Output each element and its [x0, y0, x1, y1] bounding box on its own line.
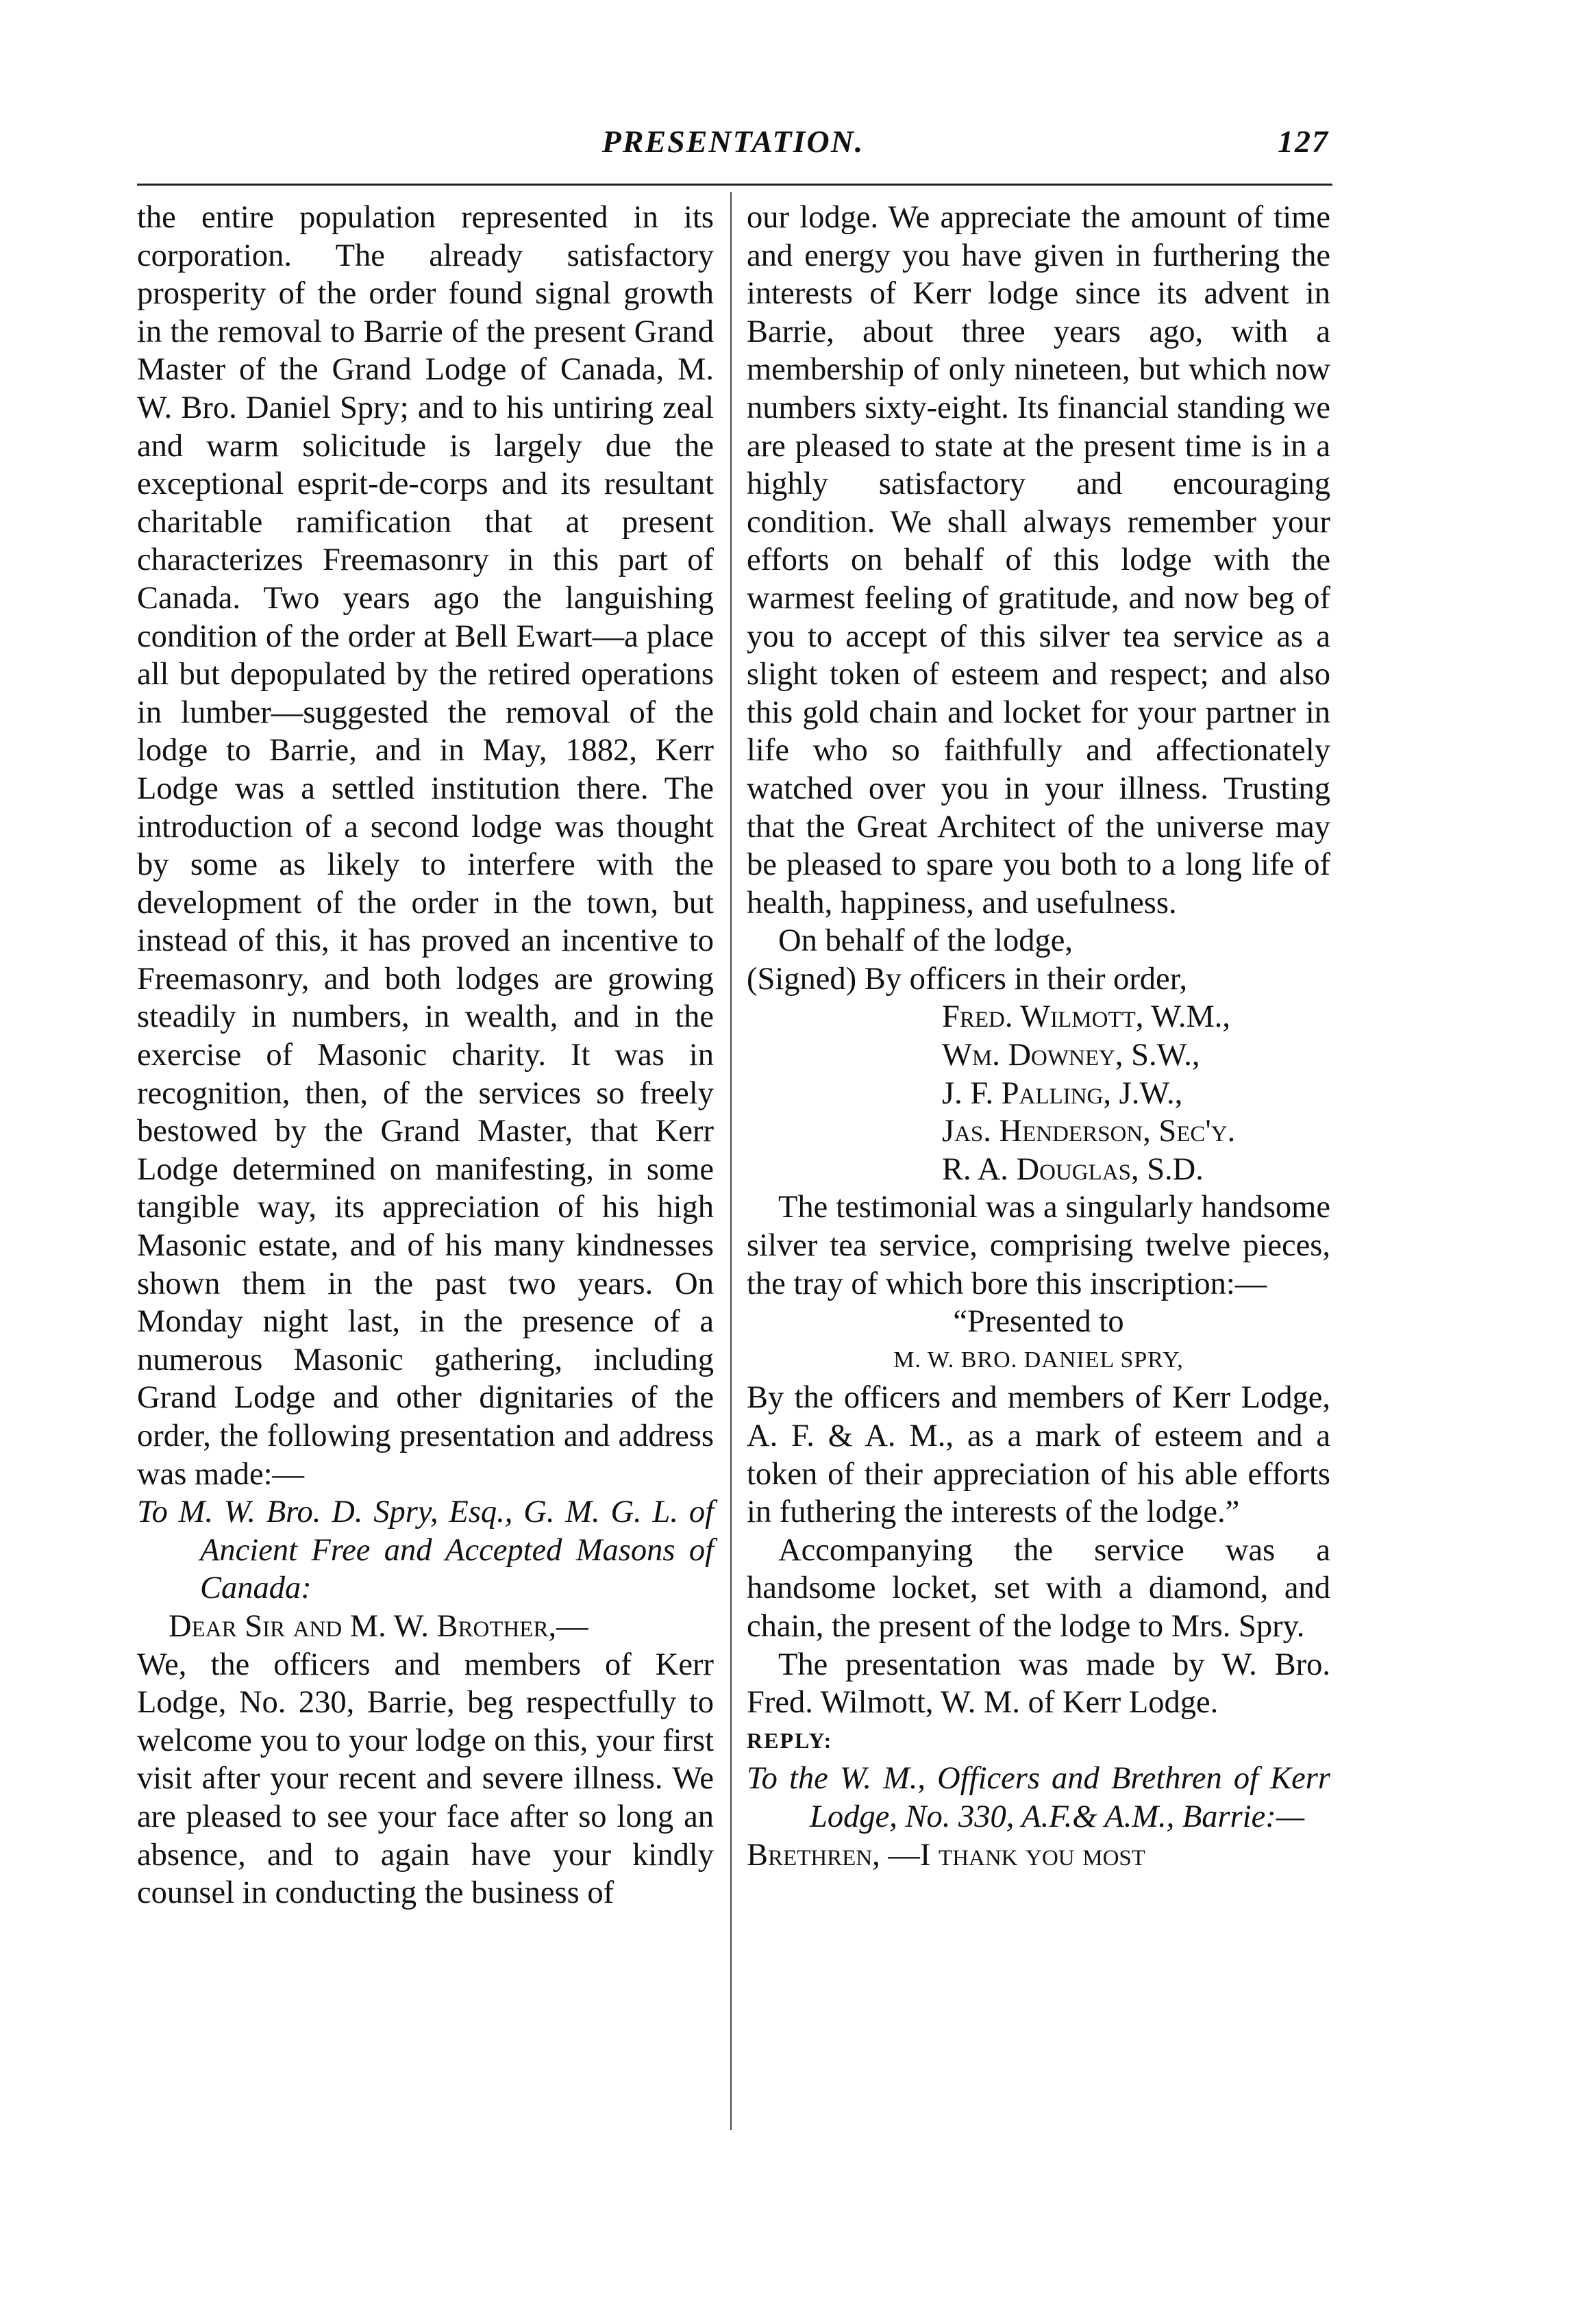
signatory: Jas. Henderson, Sec'y.: [942, 1114, 1236, 1149]
signed-line: (Signed) By officers in their order,: [747, 961, 1187, 997]
reply-salutation: Brethren, —I thank you most: [747, 1837, 1145, 1873]
left-column: [137, 199, 714, 1912]
running-head: [137, 123, 1329, 164]
behalf-line: On behalf of the lodge,: [778, 923, 1073, 959]
inscription-body: By the officers and members of Kerr Lodge, A. F. & A. M., as a mark of esteem and a token of their appreciation of his able efforts in futhering the interests of the lodge.”: [747, 1380, 1330, 1530]
inscription-line: “Presented to: [953, 1304, 1124, 1340]
signatory: R. A. Douglas, S.D.: [942, 1151, 1204, 1187]
presentation-paragraph: The presentation was made by W. Bro. Fred. Wilmott, W. M. of Kerr Lodge.: [747, 1647, 1330, 1721]
address-line: To M. W. Bro. D. Spry, Esq., G. M. G. L. of Ancient Free and Accepted Masons of Canada:: [137, 1495, 714, 1606]
reply-address: To the W. M., Officers and Brethren of Kerr Lodge, No. 330, A.F.& A.M., Barrie:—: [747, 1761, 1330, 1834]
address-body: We, the officers and members of Kerr Lodge, No. 230, Barrie, beg respectfully to welcome you to your lodge on this, your first visit after your recent and severe illness. We are pleased to see your face after so long an absence, and to again have your kindly counsel in conducting the business of: [137, 1647, 714, 1911]
signatory: Fred. Wilmott, W.M.,: [942, 999, 1231, 1035]
reply-heading: REPLY:: [747, 1727, 833, 1753]
inscription-name: M. W. BRO. DANIEL SPRY,: [893, 1347, 1184, 1373]
signatory: J. F. Palling, J.W.,: [942, 1075, 1183, 1111]
testimonial-paragraph: The testimonial was a singularly handsome silver tea service, comprising twelve pieces, the tray of which bore this inscription:—: [747, 1190, 1330, 1301]
column-divider: [730, 192, 732, 2130]
locket-paragraph: Accompanying the service was a handsome locket, set with a diamond, and chain, the present of the lodge to Mrs. Spry.: [747, 1532, 1330, 1644]
running-title: PRESENTATION.: [601, 124, 865, 159]
paragraph-continuation: the entire population represented in its corporation. The already satisfactory prosperity of the order found signal growth in the removal to Barrie of the present Grand Master of the Grand Lodge of Canada, M. W. Bro. Daniel Spry; and to his untiring zeal and warm solicitude is largely due the exceptional esprit-de-corps and its resultant charitable ramification that at present characterizes Freemasonry in this part of Canada. Two years ago the languishing condition of the order at Bell Ewart—a place all but depopulated by the retired operations in lumber—suggested the removal of the lodge to Barrie, and in May, 1882, Kerr Lodge was a settled institution there. The introduction of a second lodge was thought by some as likely to interfere with the development of the order in the town, but instead of this, it has proved an incentive to Freemasonry, and both lodges are growing steadily in numbers, in wealth, and in the exercise of Masonic charity. It was in recognition, then, of the services so freely bestowed by the Grand Master, that Kerr Lodge determined on manifesting, in some tangible way, its appreciation of his high Masonic estate, and of his many kindnesses shown them in the past two years. On Monday night last, in the presence of a numerous Masonic gathering, including Grand Lodge and other dignitaries of the order, the following presentation and address was made:—: [137, 200, 714, 1492]
header-rule: [137, 184, 1332, 186]
salutation: Dear Sir and M. W. Brother,—: [169, 1608, 588, 1644]
signatory: Wm. Downey, S.W.,: [942, 1038, 1200, 1073]
address-body-continued: our lodge. We appreciate the amount of time and energy you have given in furthering the interests of Kerr lodge since its advent in Barrie, about three years ago, with a membership of only nineteen, but which now numbers sixty-eight. Its financial standing we are pleased to state at the present time is in a highly satisfactory and encouraging condition. We shall always remember your efforts on behalf of this lodge with the warmest feeling of gratitude, and now beg of you to accept of this silver tea service as a slight token of esteem and respect; and also this gold chain and locket for your partner in life who so faithfully and affectionately watched over you in your illness. Trusting that the Great Architect of the universe may be pleased to spare you both to a long life of health, happiness, and usefulness.: [747, 200, 1330, 921]
right-column: [747, 199, 1330, 1874]
page-number: 127: [1278, 124, 1329, 159]
